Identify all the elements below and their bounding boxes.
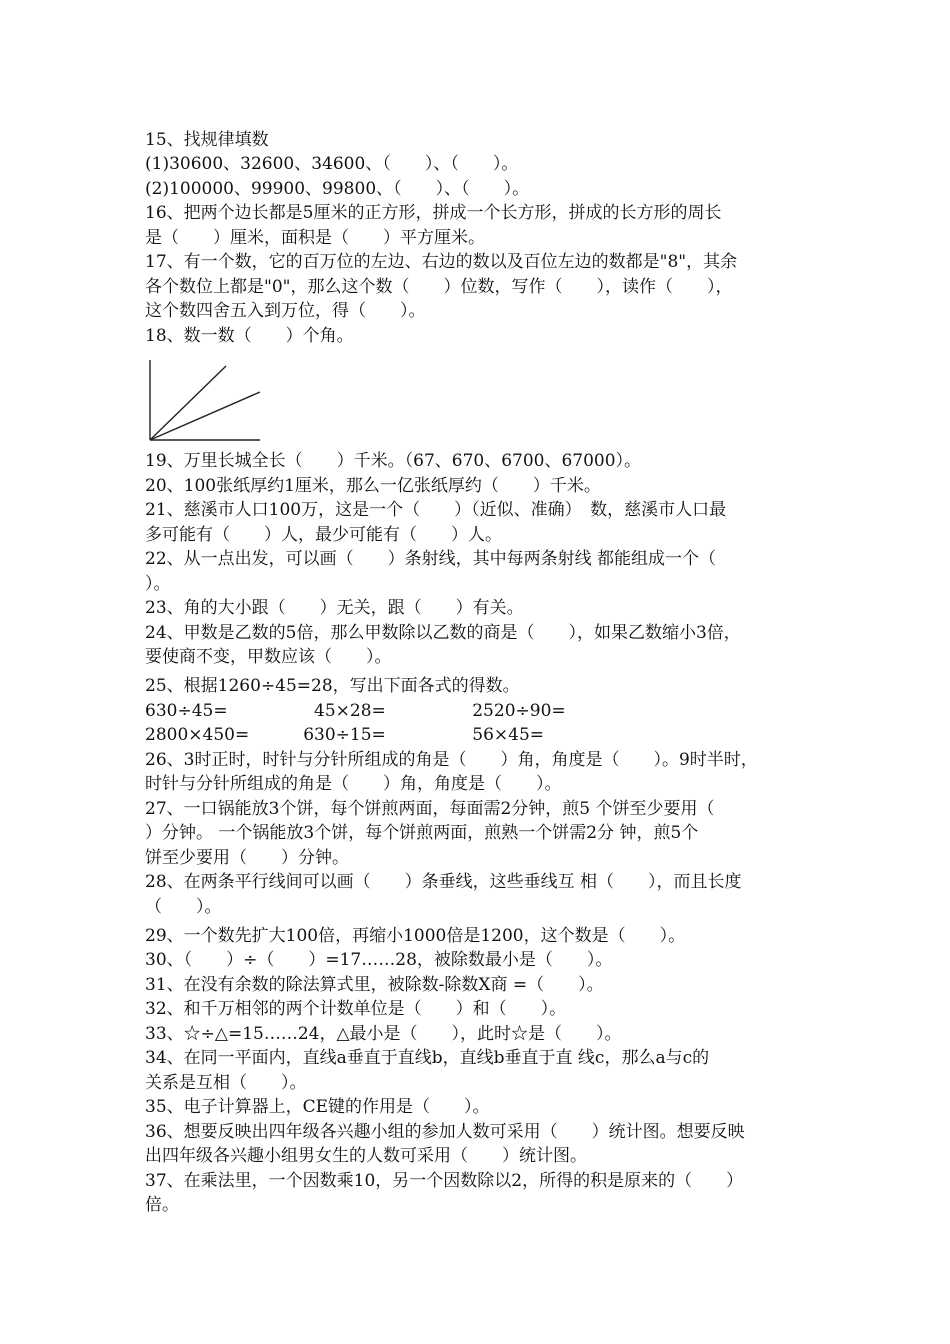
question-29: 29、一个数先扩大100倍，再缩小1000倍是1200，这个数是（ ）。 — [145, 926, 686, 946]
question-26-line-2: 时针与分针所组成的角是（ ）角，角度是（ ）。 — [145, 774, 562, 794]
question-17-line-1: 17、有一个数，它的百万位的左边、右边的数以及百位左边的数都是"8"，其余 — [145, 252, 738, 272]
question-15-part-2: (2)100000、99900、99800、（ ）、（ ）。 — [145, 179, 530, 199]
question-27-line-3: 饼至少要用（ ）分钟。 — [145, 848, 349, 868]
lower-diagonal-ray — [150, 392, 260, 440]
question-31: 31、在没有余数的除法算式里，被除数-除数X商 =（ ）。 — [145, 975, 604, 995]
question-36-line-1: 36、想要反映出四年级各兴趣小组的参加人数可采用（ ）统计图。想要反映 — [145, 1122, 745, 1142]
question-37-line-2: 倍。 — [145, 1195, 179, 1215]
question-22-line-2: ）。 — [145, 574, 171, 594]
question-24-line-1: 24、甲数是乙数的5倍，那么甲数除以乙数的商是（ ），如果乙数缩小3倍， — [145, 623, 741, 643]
question-17-line-3: 这个数四舍五入到万位，得（ ）。 — [145, 301, 426, 321]
question-26-line-1: 26、3时正时，时针与分针所组成的角是（ ）角，角度是（ ）。9时半时， — [145, 750, 758, 770]
question-19: 19、万里长城全长（ ）千米。（67、670、6700、67000）。 — [145, 451, 642, 471]
question-28-line-2: （ ）。 — [145, 897, 222, 917]
question-34-line-2: 关系是互相（ ）。 — [145, 1073, 307, 1093]
question-22-line-1: 22、从一点出发，可以画（ ）条射线，其中每两条射线 都能组成一个（ — [145, 549, 717, 569]
question-32: 32、和千万相邻的两个计数单位是（ ）和（ ）。 — [145, 999, 567, 1019]
upper-diagonal-ray — [150, 366, 226, 440]
question-36-line-2: 出四年级各兴趣小组男女生的人数可采用（ ）统计图。 — [145, 1146, 587, 1166]
question-33: 33、☆÷△=15……24，△最小是（ ），此时☆是（ ）。 — [145, 1024, 622, 1044]
question-34-line-1: 34、在同一平面内，直线a垂直于直线b，直线b垂直于直 线c，那么a与c的 — [145, 1048, 710, 1068]
question-15-title: 15、找规律填数 — [145, 130, 269, 150]
question-16-line-2: 是（ ）厘米，面积是（ ）平方厘米。 — [145, 228, 485, 248]
question-20: 20、100张纸厚约1厘米，那么一亿张纸厚约（ ）千米。 — [145, 476, 601, 496]
question-24-line-2: 要使商不变，甲数应该（ ）。 — [145, 647, 392, 667]
question-27-line-2: ）分钟。 一个锅能放3个饼，每个饼煎两面，煎熟一个饼需2分 钟，煎5个 — [145, 823, 699, 843]
question-28-line-1: 28、在两条平行线间可以画（ ）条垂线，这些垂线互 相（ ），而且长度 — [145, 872, 742, 892]
question-17-line-2: 各个数位上都是"0"，那么这个数（ ）位数，写作（ ），读作（ ）， — [145, 277, 733, 297]
question-30: 30、（ ）÷（ ）=17……28，被除数最小是（ ）。 — [145, 950, 613, 970]
question-25-title: 25、根据1260÷45=28，写出下面各式的得数。 — [145, 676, 520, 696]
question-21-line-2: 多可能有（ ）人，最少可能有（ ）人。 — [145, 525, 502, 545]
question-23: 23、角的大小跟（ ）无关，跟（ ）有关。 — [145, 598, 524, 618]
question-25-row-1: 630÷45= 45×28= 2520÷90= — [145, 701, 566, 721]
question-27-line-1: 27、一口锅能放3个饼，每个饼煎两面，每面需2分钟，煎5 个饼至少要用（ — [145, 799, 715, 819]
question-21-line-1: 21、慈溪市人口100万，这是一个（ ）（近似、准确） 数，慈溪市人口最 — [145, 500, 727, 520]
question-25-row-2: 2800×450= 630÷15= 56×45= — [145, 725, 545, 745]
question-15-part-1: (1)30600、32600、34600、（ ）、（ ）。 — [145, 154, 519, 174]
question-16-line-1: 16、把两个边长都是5厘米的正方形，拼成一个长方形，拼成的长方形的周长 — [145, 203, 722, 223]
question-35: 35、电子计算器上，CE键的作用是（ ）。 — [145, 1097, 490, 1117]
question-37-line-1: 37、在乘法里，一个因数乘10，另一个因数除以2，所得的积是原来的（ ） — [145, 1171, 744, 1191]
question-18: 18、数一数（ ）个角。 — [145, 326, 354, 346]
angle-rays-figure — [146, 358, 264, 444]
